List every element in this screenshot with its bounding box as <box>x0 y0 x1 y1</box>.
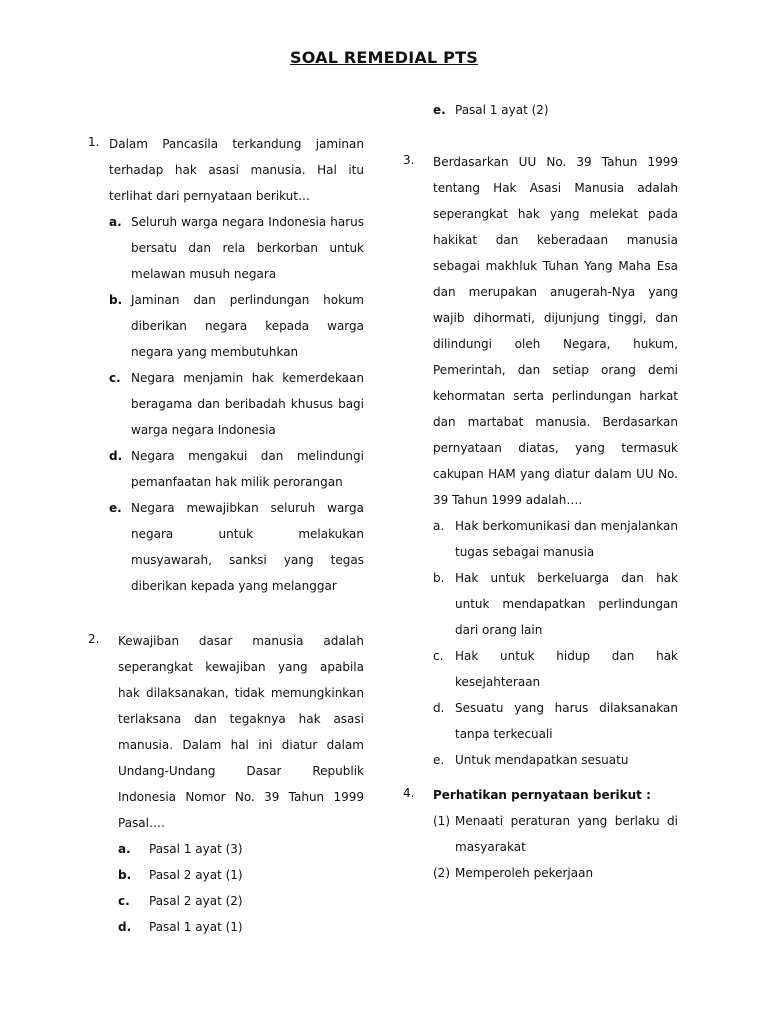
question-2-continued <box>433 97 678 123</box>
option-letter: d. <box>118 920 132 934</box>
question-3 <box>403 149 678 773</box>
option-text: Jaminan dan perlindungan hokum diberikan negara kepada warga negara yang membutuhkan <box>131 293 364 359</box>
option-text: Hak untuk berkeluarga dan hak untuk mendapatkan perlindungan dari orang lain <box>455 571 678 637</box>
option-letter: c. <box>109 371 121 385</box>
option-letter: c. <box>118 894 130 908</box>
option-text: Pasal 1 ayat (2) <box>455 103 549 117</box>
question-text: Kewajiban dasar manusia adalah seperangkat kewajiban yang apabila hak dilaksanakan, tidak memungkinkan terlaksana dan tegaknya hak asasi manusia. Dalam hal ini diatur dalam Undang-Undang Dasar Republik Indonesia Nomor No. 39 Tahun 1999 Pasal…. <box>118 634 364 830</box>
option-text: Hak berkomunikasi dan menjalankan tugas sebagai manusia <box>455 519 678 559</box>
option-e <box>433 97 678 123</box>
option-d <box>118 914 364 940</box>
option-letter: e. <box>433 753 445 767</box>
option-c <box>118 888 364 914</box>
page-title: SOAL REMEDIAL PTS <box>290 48 478 67</box>
question-number: 1. <box>88 135 100 149</box>
option-text: Pasal 1 ayat (1) <box>149 920 243 934</box>
option-text: Hak untuk hidup dan hak kesejahteraan <box>455 649 678 689</box>
option-letter: e. <box>433 103 446 117</box>
option-b <box>433 565 678 643</box>
option-list <box>109 209 364 599</box>
option-list <box>433 513 678 773</box>
question-number: 3. <box>403 153 415 167</box>
option-text: Pasal 2 ayat (2) <box>149 894 243 908</box>
option-a <box>109 209 364 287</box>
option-letter: b. <box>109 293 123 307</box>
option-letter: a. <box>109 215 122 229</box>
option-text: Seluruh warga negara Indonesia harus bersatu dan rela berkorban untuk melawan musuh negara <box>131 215 364 281</box>
option-d <box>433 695 678 747</box>
option-d <box>109 443 364 495</box>
option-letter: d. <box>433 701 445 715</box>
option-text: Negara mengakui dan melindungi pemanfaatan hak milik perorangan <box>131 449 364 489</box>
statement-text: Memperoleh pekerjaan <box>455 866 594 880</box>
option-e <box>433 747 678 773</box>
option-a <box>118 836 364 862</box>
option-letter: b. <box>433 571 445 585</box>
option-list <box>433 808 678 886</box>
option-a <box>433 513 678 565</box>
option-list <box>118 836 364 940</box>
option-letter: a. <box>433 519 445 533</box>
option-letter: a. <box>118 842 131 856</box>
option-c <box>109 365 364 443</box>
statement-text: Menaati peraturan yang berlaku di masyarakat <box>455 814 678 854</box>
option-text: Pasal 1 ayat (3) <box>149 842 243 856</box>
question-2 <box>88 628 364 940</box>
question-1 <box>88 131 364 599</box>
option-text: Untuk mendapatkan sesuatu <box>455 753 629 767</box>
option-text: Sesuatu yang harus dilaksanakan tanpa terkecuali <box>455 701 678 741</box>
question-4 <box>403 782 678 886</box>
question-number: 2. <box>88 632 100 646</box>
option-text: Pasal 2 ayat (1) <box>149 868 243 882</box>
option-b <box>109 287 364 365</box>
option-letter: e. <box>109 501 122 515</box>
option-letter: b. <box>118 868 132 882</box>
question-text: Dalam Pancasila terkandung jaminan terhadap hak asasi manusia. Hal itu terlihat dari pernyataan berikut… <box>109 137 364 203</box>
option-b <box>118 862 364 888</box>
statement-number: (2) <box>433 866 450 880</box>
question-text: Perhatikan pernyataan berikut : <box>433 788 651 802</box>
statement-1 <box>433 808 678 860</box>
option-text: Negara mewajibkan seluruh warga negara untuk melakukan musyawarah, sanksi yang tegas diberikan kepada yang melanggar <box>131 501 364 593</box>
option-letter: c. <box>433 649 444 663</box>
question-text: Berdasarkan UU No. 39 Tahun 1999 tentang Hak Asasi Manusia adalah seperangkat hak yang melekat pada hakikat dan keberadaan manusia sebagai makhluk Tuhan Yang Maha Esa dan merupakan anugerah-Nya yang wajib dihormati, dijunjung tinggi, dan dilindungi oleh Negara, hukum, Pemerintah, dan setiap orang demi kehormatan serta perlindungan harkat dan martabat manusia. Berdasarkan pernyataan diatas, yang termasuk cakupan HAM yang diatur dalam UU No. 39 Tahun 1999 adalah…. <box>433 155 678 507</box>
option-c <box>433 643 678 695</box>
question-number: 4. <box>403 786 415 800</box>
statement-number: (1) <box>433 814 450 828</box>
option-e <box>109 495 364 599</box>
statement-2 <box>433 860 678 886</box>
option-text: Negara menjamin hak kemerdekaan beragama dan beribadah khusus bagi warga negara Indonesia <box>131 371 364 437</box>
option-letter: d. <box>109 449 123 463</box>
